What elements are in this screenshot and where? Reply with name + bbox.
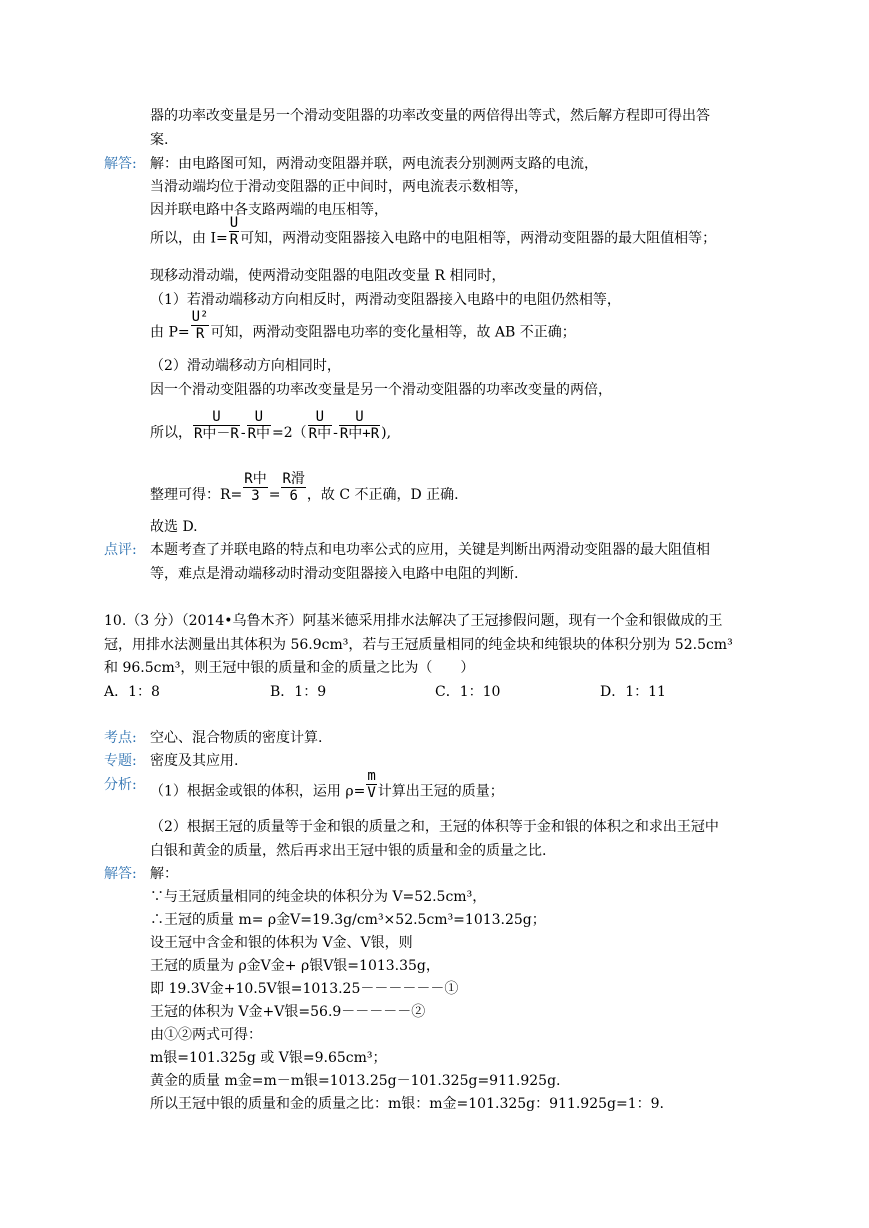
fraction-denominator: R中 [247,425,271,442]
text-segment: 可知，两滑动变阻器电功率的变化量相等，故 AB 不正确； [210,324,576,341]
solution-line: m银=101.325g 或 V银=9.65cm³； [150,1050,387,1066]
option-a: A．1：8 [104,684,160,700]
solution-line: 即 19.3V金+10.5V银=1013.25－－－－－－① [150,981,459,997]
fraction-m-over-v [366,768,376,801]
solution-line: 因一个滑动变阻器的功率改变量是另一个滑动变阻器的功率改变量的两倍， [150,382,612,398]
text-segment: =2（ [272,425,307,441]
fraction-denominator: R [229,232,239,248]
text-segment: 所以，由 I= [150,230,228,247]
text-segment: 可知，两滑动变阻器接入电路中的电阻相等，两滑动变阻器的最大阻值相等； [240,230,717,247]
fraction [339,409,380,442]
solution-line: （1）若滑动端移动方向相反时，两滑动变阻器接入电路中的电阻仍然相等， [150,292,621,308]
equals-sign: = [268,487,281,503]
option-d: D．1：11 [600,684,666,700]
solution-line: 当滑动端均位于滑动变阻器的正中间时，两电流表示数相等， [150,179,528,195]
solution-line: 由①②两式可得： [150,1027,262,1043]
fraction [308,409,332,442]
solution-result-line [150,470,459,504]
solution-line: 因并联电路中各支路两端的电压相等， [150,202,388,218]
fraction-denominator: R中+R [339,425,380,442]
solution-line: （2）滑动端移动方向相同时， [150,358,341,374]
fraction-numerator: R滑 [282,470,305,487]
solution-line: 现移动滑动端，使两滑动变阻器的电阻改变量 R 相同时， [150,268,506,284]
fraction-numerator: U² [191,309,209,325]
fraction-numerator: U [212,408,221,425]
fraction [243,471,267,504]
fraction-denominator: R中 [308,425,332,442]
text-segment: ，故 C 不正确，D 正确. [306,487,459,503]
text-segment: 由 P= [150,324,190,341]
question-stem-line: 10.（3 分）（2014•乌鲁木齐）阿基米德采用排水法解决了王冠掺假问题，现有一个金和银做成的王 [104,613,723,629]
fraction-u-over-r [229,215,239,248]
solution-line: 黄金的质量 m金=m－m银=1013.25g－101.325g=911.925g. [150,1073,561,1089]
solution-line-ohm-law [150,215,717,248]
fraction-u2-over-r [191,309,210,342]
fraction [193,409,240,442]
solution-equation-line [150,408,392,442]
fraction-numerator: m [367,768,376,784]
solution-line-power-formula [150,309,576,342]
zhuanti-text: 密度及其应用. [150,753,239,769]
solution-line: ∵与王冠质量相同的纯金块的体积分为 V=52.5cm³， [150,889,487,905]
solution-line: 解： [150,866,178,882]
text-segment: 计算出王冠的质量； [377,783,504,800]
fraction-denominator: V [367,785,376,801]
minus-sign: - [240,425,246,441]
text-segment: （1）根据金或银的体积，运用 ρ= [150,783,366,800]
question-stem-line: 和 96.5cm³，则王冠中银的质量和金的质量之比为（ ） [104,660,475,676]
option-c: C．1：10 [435,684,501,700]
comment-label: 点评: [104,542,137,558]
comment-line: 本题考查了并联电路的特点和电功率公式的应用，关键是判断出两滑动变阻器的最大阻值相 [150,542,710,558]
comment-line: 等，难点是滑动端移动时滑动变阻器接入电路中电阻的判断. [150,566,519,582]
fraction-numerator: U [315,408,325,425]
answer-label: 解答: [104,866,137,882]
answer-label: 解答: [104,156,137,172]
fraction-numerator: R中 [244,470,267,487]
zhuanti-label: 专题: [104,753,137,769]
analysis-continuation-line-2: 案. [150,132,169,148]
solution-line: 故选 D. [150,519,198,535]
kaodian-text: 空心、混合物质的密度计算. [150,730,323,746]
fraction [281,471,305,504]
text-segment: 所以， [150,425,192,441]
option-b: B．1：9 [270,684,327,700]
analysis-line: 白银和黄金的质量，然后再求出王冠中银的质量和金的质量之比. [150,843,547,859]
fraction-denominator: R中－R [194,425,239,442]
analysis-line-density [150,768,504,801]
solution-line: ∴王冠的质量 m= ρ金V=19.3g/cm³×52.5cm³=1013.25g； [150,912,546,928]
solution-line: 解：由电路图可知，两滑动变阻器并联，两电流表分别测两支路的电流， [150,156,598,172]
analysis-continuation-line-1: 器的功率改变量是另一个滑动变阻器的功率改变量的两倍得出等式，然后解方程即可得出答 [150,108,710,124]
text-segment: 整理可得：R= [150,487,243,503]
fraction-denominator: R [191,325,210,342]
fenxi-label: 分析: [104,777,137,793]
solution-line: 王冠的体积为 V金+V银=56.9－－－－－② [150,1004,426,1020]
solution-line: 设王冠中含金和银的体积为 V金、V银，则 [150,935,413,951]
question-stem-line: 冠，用排水法测量出其体积为 56.9cm³，若与王冠质量相同的纯金块和纯银块的体积分别为 52.5cm³ [104,637,733,653]
minus-sign: - [333,425,338,441]
text-segment: ), [381,425,392,441]
solution-line: 王冠的质量为 ρ金V金+ ρ银V银=1013.35g， [150,958,440,974]
fraction-numerator: U [254,408,264,425]
fraction-denominator: 3 [243,487,267,504]
fraction-numerator: U [229,215,239,231]
fraction [247,409,271,442]
fraction-numerator: U [355,408,364,425]
fraction-denominator: 6 [281,487,305,504]
kaodian-label: 考点: [104,730,137,746]
analysis-line: （2）根据王冠的质量等于金和银的质量之和，王冠的体积等于金和银的体积之和求出王冠中 [150,819,719,835]
solution-line: 所以王冠中银的质量和金的质量之比：m银：m金=101.325g：911.925g=1：9. [150,1096,664,1112]
